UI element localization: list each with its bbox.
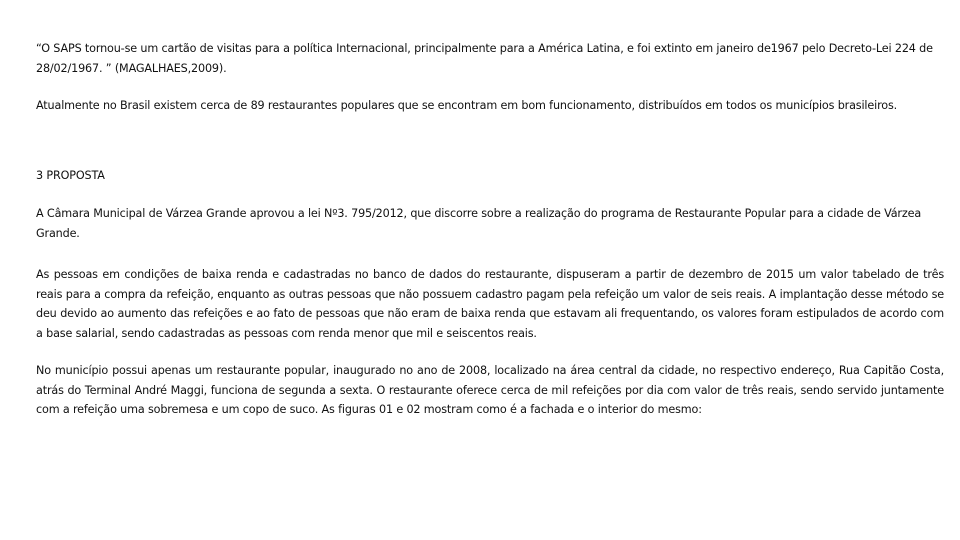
restaurants-count-paragraph: Atualmente no Brasil existem cerca de 89 restaurantes populares que se encontram em bom funcionamento, distribuídos em todos os municípios brasileiros. <box>36 99 898 112</box>
pricing-paragraph: As pessoas em condições de baixa renda e cadastradas no banco de dados do restaurante, dispuseram a partir de dezembro de 2015 um valor tabelado de três reais para a compra da refeição, enquanto as outras pessoas que não possuem cadastro pagam pela refeição um valor de seis reais. A implantação desse método se deu devido ao aumento das refeições e ao fato de pessoas que não eram de baixa renda que estavam ali frequentando, os valores foram estipulados de acordo com a base salarial, sendo cadastradas as pessoas com renda menor que mil e seiscentos reais. <box>36 268 944 340</box>
law-paragraph: A Câmara Municipal de Várzea Grande aprovou a lei Nº3. 795/2012, que discorre sobre a realização do programa de Restaurante Popular para a cidade de Várzea Grande. <box>36 207 922 240</box>
quote-paragraph: “O SAPS tornou-se um cartão de visitas para a política Internacional, principalmente para a América Latina, e foi extinto em janeiro de1967 pelo Decreto-Lei 224 de 28/02/1967. ” (MAGALHAES,2009). <box>36 42 933 75</box>
restaurant-location-paragraph: No município possui apenas um restaurante popular, inaugurado no ano de 2008, localizado na área central da cidade, no respectivo endereço, Rua Capitão Costa, atrás do Terminal André Maggi, funciona de segunda a sexta. O restaurante oferece cerca de mil refeições por dia com valor de três reais, sendo servido juntamente com a refeição uma sobremesa e um copo de suco. As figuras 01 e 02 mostram como é a fachada e o interior do mesmo: <box>36 364 944 416</box>
section-heading: 3 PROPOSTA <box>36 169 105 182</box>
